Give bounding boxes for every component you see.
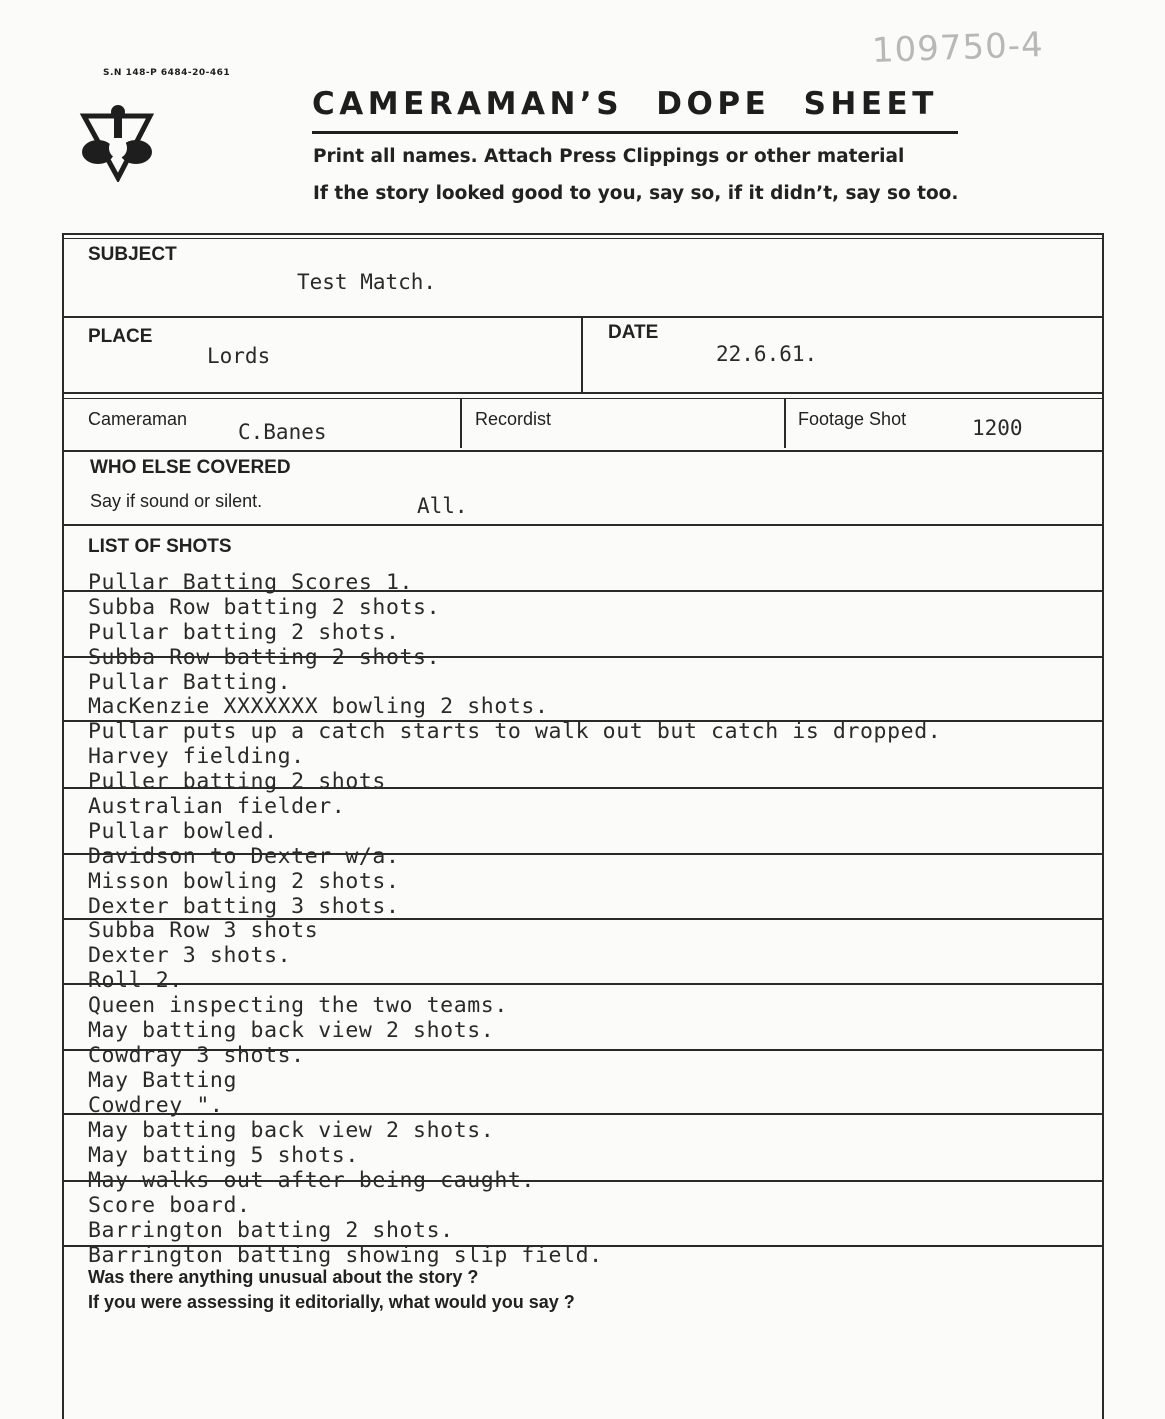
title-underline <box>312 131 958 134</box>
shot-item: May Batting <box>88 1068 237 1093</box>
shots-label: LIST OF SHOTS <box>88 536 232 557</box>
shot-item: Pullar puts up a catch starts to walk out but catch is dropped. <box>88 719 942 744</box>
shot-item: Barrington batting 2 shots. <box>88 1218 454 1243</box>
date-value: 22.6.61. <box>716 342 818 366</box>
footage-value: 1200 <box>972 416 1023 440</box>
shot-item: Cowdrey ". <box>88 1093 224 1118</box>
footage-label: Footage Shot <box>798 409 907 429</box>
frame-right-border <box>1102 233 1104 1419</box>
date-label: DATE <box>608 322 659 343</box>
shot-item: Subba Row batting 2 shots. <box>88 595 441 620</box>
shot-item: Davidson to Dexter w/a. <box>88 844 400 869</box>
shot-item: Misson bowling 2 shots. <box>88 869 400 894</box>
shot-item: May batting 5 shots. <box>88 1143 359 1168</box>
subject-divider <box>62 316 1104 318</box>
shot-item: Barrington batting showing slip field. <box>88 1243 603 1268</box>
shot-item: Harvey fielding. <box>88 744 305 769</box>
frame-top-line <box>62 233 1104 235</box>
shot-item: Pullar Batting. <box>88 670 292 695</box>
cameraman-value: C.Banes <box>238 420 327 444</box>
shot-item: Pullar Batting Scores 1. <box>88 570 414 595</box>
frame-left-border <box>62 233 64 1419</box>
shot-item: Roll 2. <box>88 968 183 993</box>
shot-item: Australian fielder. <box>88 794 346 819</box>
shot-item: Queen inspecting the two teams. <box>88 993 508 1018</box>
shot-item: May batting back view 2 shots. <box>88 1018 495 1043</box>
shot-item: Pullar batting 2 shots. <box>88 620 400 645</box>
shot-rule <box>62 983 1102 985</box>
frame-top-line-inner <box>62 238 1104 239</box>
shot-item: Subba Row 3 shots <box>88 918 319 943</box>
place-date-bottom-line <box>62 392 1104 394</box>
form-number: S.N 148-P 6484-20-461 <box>103 68 231 78</box>
company-logo-icon <box>78 100 156 182</box>
subject-value: Test Match. <box>297 270 437 294</box>
shot-item: May batting back view 2 shots. <box>88 1118 495 1143</box>
who-else-bottom-line <box>62 524 1102 526</box>
instruction-line-2: If the story looked good to you, say so, if it didn’t, say so too. <box>313 183 959 204</box>
who-else-value: All. <box>417 494 468 518</box>
instruction-line-1: Print all names. Attach Press Clippings or other material <box>313 146 905 167</box>
cameraman-label: Cameraman <box>88 409 188 429</box>
question-unusual: Was there anything unusual about the story ? <box>88 1267 479 1287</box>
shot-item: Subba Row batting 2 shots. <box>88 645 441 670</box>
reference-number: 109750-4 <box>871 25 1045 71</box>
who-else-label: WHO ELSE COVERED <box>90 457 291 478</box>
place-label: PLACE <box>88 326 153 347</box>
place-date-bottom-line-inner <box>62 398 1104 399</box>
form-title: CAMERAMAN’S DOPE SHEET <box>312 86 938 122</box>
cameraman-recordist-divider <box>460 398 462 448</box>
shot-item: Dexter batting 3 shots. <box>88 894 400 919</box>
shot-item: Dexter 3 shots. <box>88 943 292 968</box>
question-editorial: If you were assessing it editorially, what would you say ? <box>88 1292 575 1312</box>
place-value: Lords <box>207 344 271 368</box>
recordist-label: Recordist <box>475 409 552 429</box>
who-else-sublabel: Say if sound or silent. <box>90 491 263 511</box>
subject-label: SUBJECT <box>88 244 177 265</box>
place-date-divider <box>581 316 583 392</box>
shot-item: Puller batting 2 shots <box>88 769 386 794</box>
crew-bottom-line <box>62 450 1102 452</box>
shot-item: Cowdray 3 shots. <box>88 1043 305 1068</box>
shot-item: May walks out after being caught. <box>88 1168 535 1193</box>
shot-item: MacKenzie XXXXXXX bowling 2 shots. <box>88 694 549 719</box>
recordist-footage-divider <box>784 398 786 448</box>
shot-item: Pullar bowled. <box>88 819 278 844</box>
shot-item: Score board. <box>88 1193 251 1218</box>
